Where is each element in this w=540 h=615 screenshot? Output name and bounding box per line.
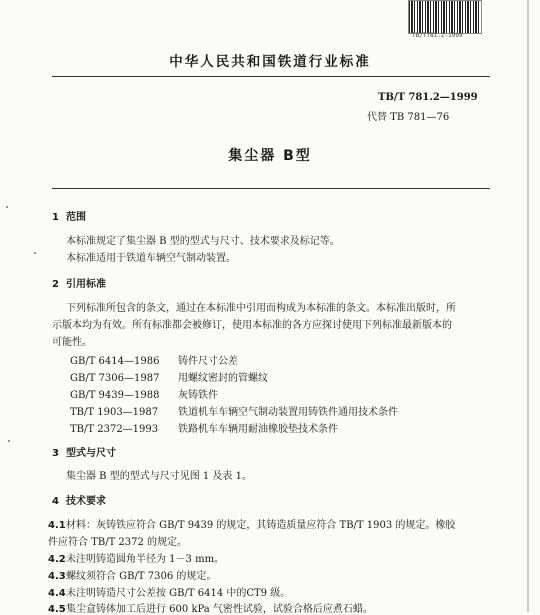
refs-intro-line: 示版本均为有效。所有标准都会被修订，使用本标准的各方应探讨使用下列标准最新版本的 bbox=[52, 320, 452, 331]
scan-speck bbox=[8, 440, 10, 442]
document-title: 集尘器 B型 bbox=[228, 148, 312, 164]
refs-intro-line: 可能性。 bbox=[52, 337, 92, 348]
reference-item bbox=[70, 420, 338, 435]
section-3-heading bbox=[52, 444, 116, 459]
reference-title: 铁道机车车辆空气制动装置用铸铁件通用技术条件 bbox=[178, 407, 398, 418]
scan-speck bbox=[34, 252, 36, 254]
reference-item bbox=[70, 352, 238, 367]
reference-code: GB/T 9439—1988 bbox=[70, 390, 160, 401]
clause-number: 4.4 bbox=[48, 588, 66, 599]
reference-item bbox=[70, 386, 218, 401]
barcode-text: TB/T781.2-1999 bbox=[412, 32, 463, 39]
reference-title: 铁路机车车辆用耐油橡胶垫技术条件 bbox=[178, 424, 338, 435]
clause-number: 4.3 bbox=[48, 571, 66, 582]
clause-number: 4.2 bbox=[48, 554, 66, 565]
reference-item bbox=[70, 403, 398, 418]
reference-code: TB/T 2372—1993 bbox=[70, 424, 159, 435]
reference-code: GB/T 7306—1987 bbox=[70, 373, 160, 384]
refs-intro-line: 下列标准所包含的条文，通过在本标准中引用而构成为本标准的条文。本标准出版时，所 bbox=[66, 303, 456, 314]
clause-4-1 bbox=[48, 516, 455, 531]
section-2-heading bbox=[52, 275, 106, 290]
scan-speck bbox=[6, 206, 8, 208]
reference-title: 用螺纹密封的管螺纹 bbox=[178, 373, 268, 384]
clause-text: 集尘盒铸体加工后进行 600 kPa 气密性试验，试验合格后应煮石蜡。 bbox=[66, 604, 373, 615]
section-title: 技术要求 bbox=[66, 496, 106, 507]
barcode bbox=[408, 0, 482, 34]
clause-text: 件应符合 TB/T 2372 的规定。 bbox=[48, 537, 188, 548]
standard-number: TB/T 781.2—1999 bbox=[378, 92, 478, 103]
reference-title: 铸件尺寸公差 bbox=[178, 356, 238, 367]
clause-number: 4.5 bbox=[48, 604, 66, 615]
reference-code: TB/T 1903—1987 bbox=[70, 407, 159, 418]
section-title: 型式与尺寸 bbox=[66, 448, 116, 459]
clause-4-2 bbox=[48, 550, 224, 565]
section-1-heading bbox=[52, 208, 86, 223]
clause-4-4 bbox=[48, 584, 290, 599]
clause-text: 材料：灰铸铁应符合 GB/T 9439 的规定，其铸造质量应符合 TB/T 1903 的规定。橡胶 bbox=[66, 520, 456, 531]
header-title: 中华人民共和国铁道行业标准 bbox=[169, 54, 371, 70]
form-paragraph: 集尘器 B 型的型式与尺寸见图 1 及表 1。 bbox=[66, 471, 252, 482]
clause-4-5 bbox=[48, 600, 373, 615]
header-rule bbox=[52, 76, 490, 77]
section-number: 4 bbox=[52, 496, 59, 507]
scope-line: 本标准规定了集尘器 B 型的型式与尺寸、技术要求及标记等。 bbox=[66, 236, 340, 247]
clause-text: 未注明铸造圆角半径为 1－3 mm。 bbox=[66, 554, 225, 565]
clause-4-3 bbox=[48, 567, 216, 582]
section-number: 3 bbox=[52, 448, 59, 459]
clause-number: 4.1 bbox=[48, 520, 66, 531]
section-title: 范围 bbox=[66, 212, 86, 223]
scan-edge bbox=[527, 0, 529, 612]
section-number: 1 bbox=[52, 212, 59, 223]
reference-code: GB/T 6414—1986 bbox=[70, 356, 160, 367]
clause-4-1-cont bbox=[48, 533, 187, 548]
section-4-heading bbox=[52, 492, 106, 507]
section-title: 引用标准 bbox=[66, 279, 106, 290]
reference-title: 灰铸铁件 bbox=[178, 390, 218, 401]
title-rule bbox=[52, 188, 490, 189]
section-number: 2 bbox=[52, 279, 59, 290]
clause-text: 未注明铸造尺寸公差按 GB/T 6414 中的CT9 级。 bbox=[66, 588, 291, 599]
replaces-note: 代替 TB 781—76 bbox=[367, 112, 450, 123]
reference-item bbox=[70, 369, 268, 384]
clause-text: 螺纹须符合 GB/T 7306 的规定。 bbox=[66, 571, 217, 582]
scope-line: 本标准适用于铁道车辆空气制动装置。 bbox=[66, 253, 236, 264]
